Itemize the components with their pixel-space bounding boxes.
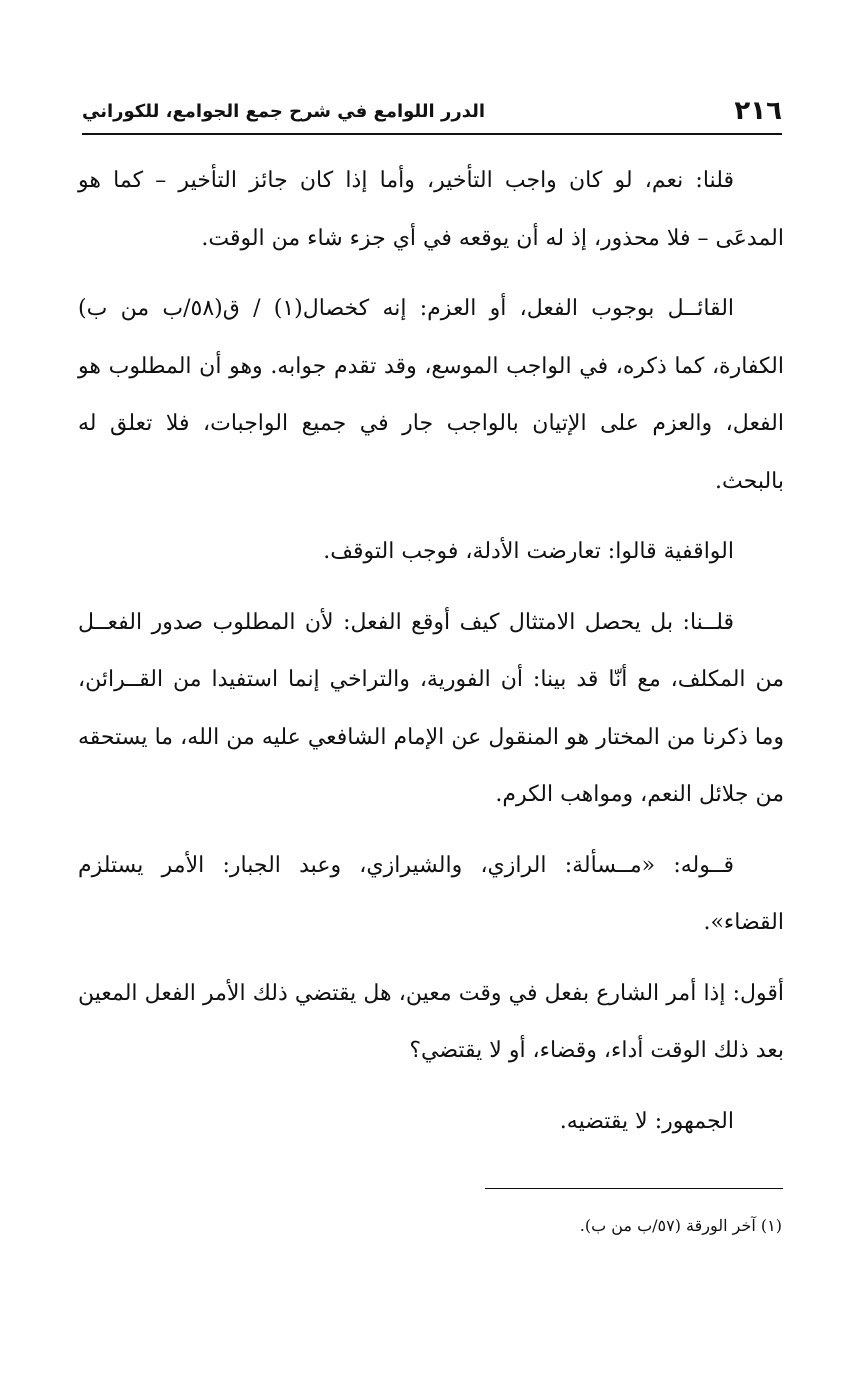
paragraph: قــوله: «مــسألة: الرازي، والشيرازي، وعبد الجبار: الأمر يستلزم القضاء». [78,852,784,935]
footnote: (١) آخر الورقة (٥٧/ب من ب). [579,1216,782,1235]
paragraph: قلنا: نعم، لو كان واجب التأخير، وأما إذا كان جائز التأخير – كما هو المدعَى – فلا محذور، إذ له أن يوقعه في أي جزء شاء من الوقت. [78,168,784,251]
page-header [82,94,782,128]
page-number: ٢١٦ [734,96,782,126]
body-text [78,152,784,1163]
paragraph: الواقفية قالوا: تعارضت الأدلة، فوجب التوقف. [323,539,734,564]
paragraph: قلــنا: بل يحصل الامتثال كيف أوقع الفعل: لأن المطلوب صدور الفعــل من المكلف، مع أنّا قد بينا: أن الفورية، والتراخي إنما استفيدا من القــرائن، وما ذكرنا من المختار هو المنقول عن الإمام الشافعي عليه من الله، ما يستحقه من جلائل النعم، ومواهب الكرم. [78,609,784,807]
header-rule [82,133,782,135]
footnote-separator [485,1188,783,1189]
paragraph: القائــل بوجوب الفعل، أو العزم: إنه كخصال(١) / ق(٥٨/ب من ب) الكفارة، كما ذكره، في الواجب الموسع، وقد تقدم جوابه. وهو أن المطلوب هو الفعل، والعزم على الإتيان بالواجب جار في جميع الواجبات، فلا تعلق له بالبحث. [78,296,784,494]
paragraph: الجمهور: لا يقتضيه. [559,1108,734,1134]
paragraph: أقول: إذا أمر الشارع بفعل في وقت معين، هل يقتضي ذلك الأمر الفعل المعين بعد ذلك الوقت أداء، وقضاء، أو لا يقتضي؟ [78,980,784,1063]
running-title: الدرر اللوامع في شرح جمع الجوامع، للكوراني [82,100,486,122]
